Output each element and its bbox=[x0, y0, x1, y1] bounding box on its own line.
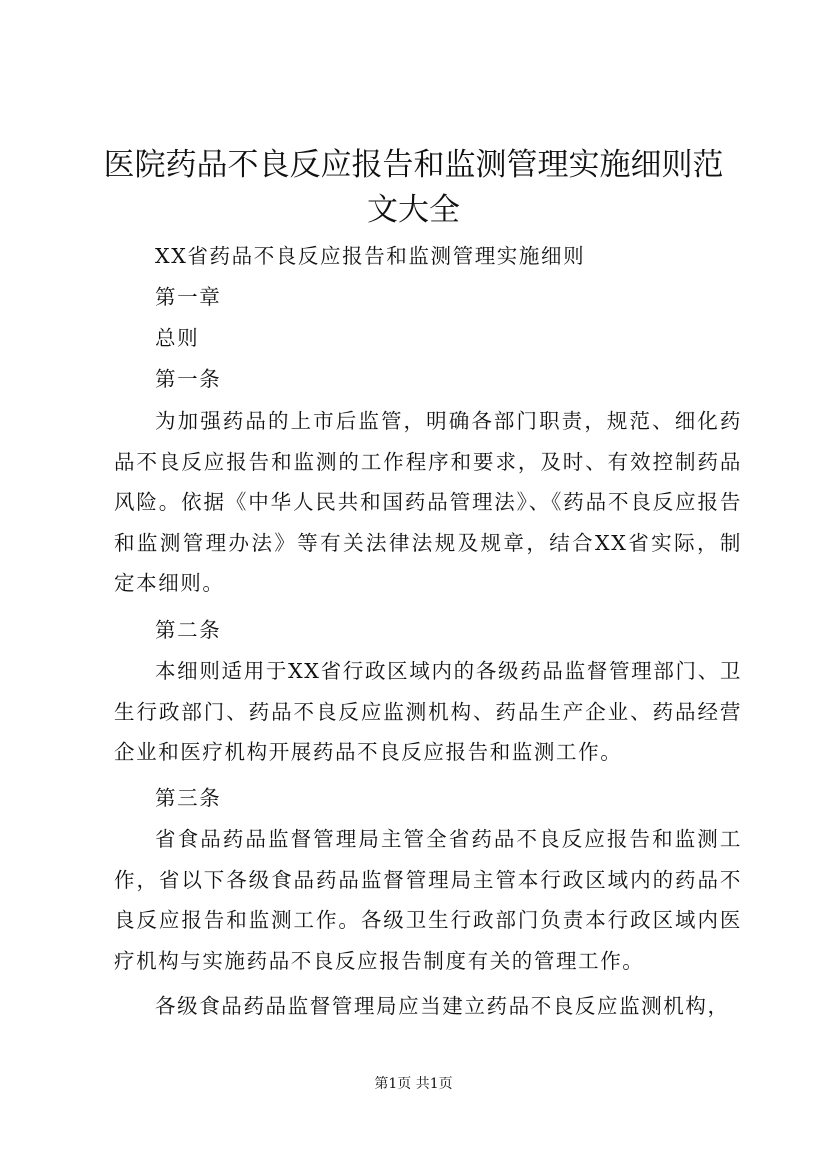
chapter-heading: 第一章 bbox=[155, 285, 222, 309]
article-2-heading: 第二条 bbox=[155, 618, 222, 642]
chapter-name: 总则 bbox=[155, 326, 200, 350]
article-3-heading: 第三条 bbox=[155, 786, 222, 810]
article-3-continuation: 各级食品药品监督管理局应当建立药品不良反应监测机构， bbox=[155, 994, 730, 1018]
page-footer: 第1页 共1页 bbox=[374, 1076, 453, 1092]
document-subtitle: XX省药品不良反应报告和监测管理实施细则 bbox=[155, 244, 586, 268]
article-2-text: 本细则适用于XX省行政区域内的各级药品监督管理部门、卫生行政部门、药品不良反应监测机构、药品生产企业、药品经营企业和医疗机构开展药品不良反应报告和监测工作。 bbox=[114, 659, 742, 765]
document-title: 医院药品不良反应报告和监测管理实施细则范文大全 bbox=[103, 147, 724, 228]
article-1-text: 为加强药品的上市后监管，明确各部门职责，规范、细化药品不良反应报告和监测的工作程序和要求，及时、有效控制药品风险。依据《中华人民共和国药品管理法》、《药品不良反应报告和监测管理办法》等有关法律法规及规章，结合XX省实际，制定本细则。 bbox=[114, 409, 742, 596]
article-3-text: 省食品药品监督管理局主管全省药品不良反应报告和监测工作，省以下各级食品药品监督管理局主管本行政区域内的药品不良反应报告和监测工作。各级卫生行政部门负责本行政区域内医疗机构与实施药品不良反应报告制度有关的管理工作。 bbox=[114, 827, 742, 973]
article-1-heading: 第一条 bbox=[155, 367, 222, 391]
